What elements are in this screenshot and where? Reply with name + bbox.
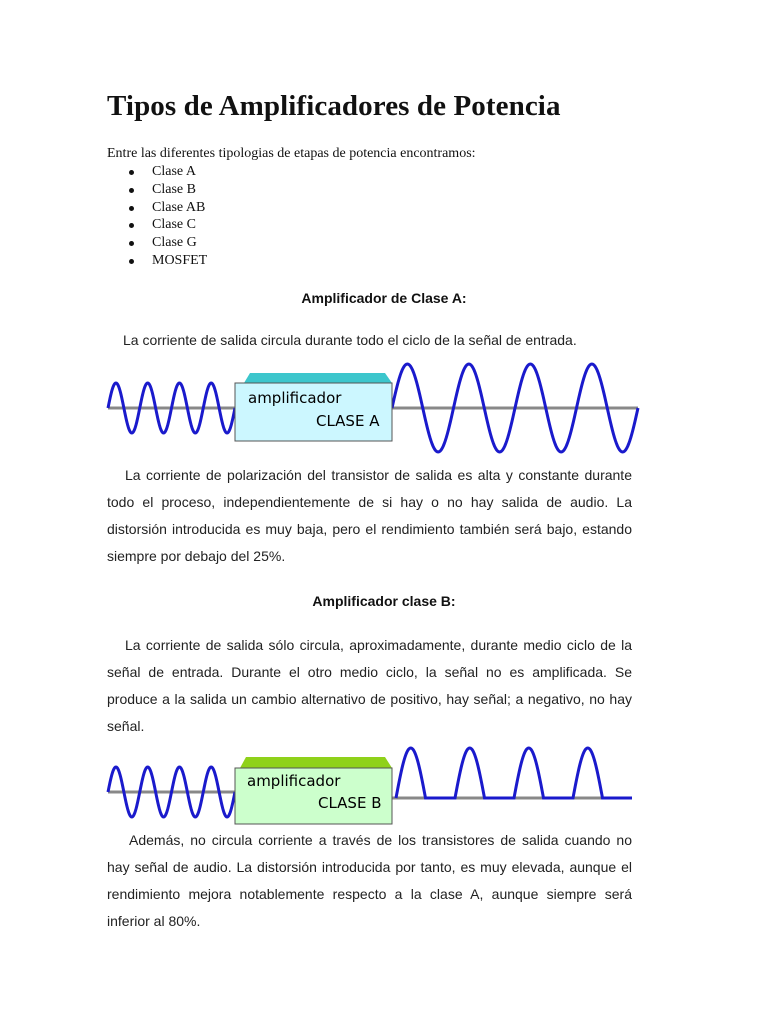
- clase-a-diagram: [100, 356, 660, 460]
- class-label: CLASE A: [316, 412, 380, 430]
- section-heading-clase-a: Amplificador de Clase A:: [301, 290, 467, 306]
- section-heading-clase-b: Amplificador clase B:: [312, 593, 456, 609]
- list-item: Clase A: [127, 163, 207, 181]
- list-item: Clase B: [127, 181, 207, 199]
- amplifier-class-list: [127, 163, 207, 270]
- amplifier-label: amplificador: [247, 772, 341, 790]
- output-rectified-wave: [396, 748, 632, 798]
- clase-b-diagram: [100, 742, 660, 826]
- list-item: Clase AB: [127, 199, 207, 217]
- clase-b-paragraph: La corriente de salida sólo circula, aproximadamente, durante medio ciclo de la señal de entrada. Durante el otro medio ciclo, la señal no es amplificada. Se produce a la salida un cambio alternativo de positivo, hay señal; a negativo, no hay señal.: [107, 637, 632, 734]
- amplifier-label: amplificador: [248, 389, 342, 407]
- class-label: CLASE B: [318, 794, 382, 812]
- page-title: Tipos de Amplificadores de Potencia: [107, 90, 561, 122]
- clase-b-paragraph-2: Además, no circula corriente a través de los transistores de salida cuando no hay señal de audio. La distorsión introducida por tanto, es muy elevada, aunque el rendimiento mejora notablemente respecto a la clase A, aunque siempre será inferior al 80%.: [107, 832, 632, 929]
- clase-a-paragraph: La corriente de polarización del transistor de salida es alta y constante durante todo el proceso, independientemente de si hay o no hay salida de audio. La distorsión introducida es muy baja, pero el rendimiento también será bajo, estando siempre por debajo del 25%.: [107, 467, 632, 564]
- amplifier-box-top: [244, 373, 392, 383]
- amplifier-box-top: [240, 757, 392, 768]
- clase-a-summary: La corriente de salida circula durante todo el ciclo de la señal de entrada.: [123, 332, 577, 348]
- list-item: Clase G: [127, 234, 207, 252]
- list-item: MOSFET: [127, 252, 207, 270]
- intro-text: Entre las diferentes tipologias de etapas de potencia encontramos:: [107, 146, 476, 161]
- list-item: Clase C: [127, 216, 207, 234]
